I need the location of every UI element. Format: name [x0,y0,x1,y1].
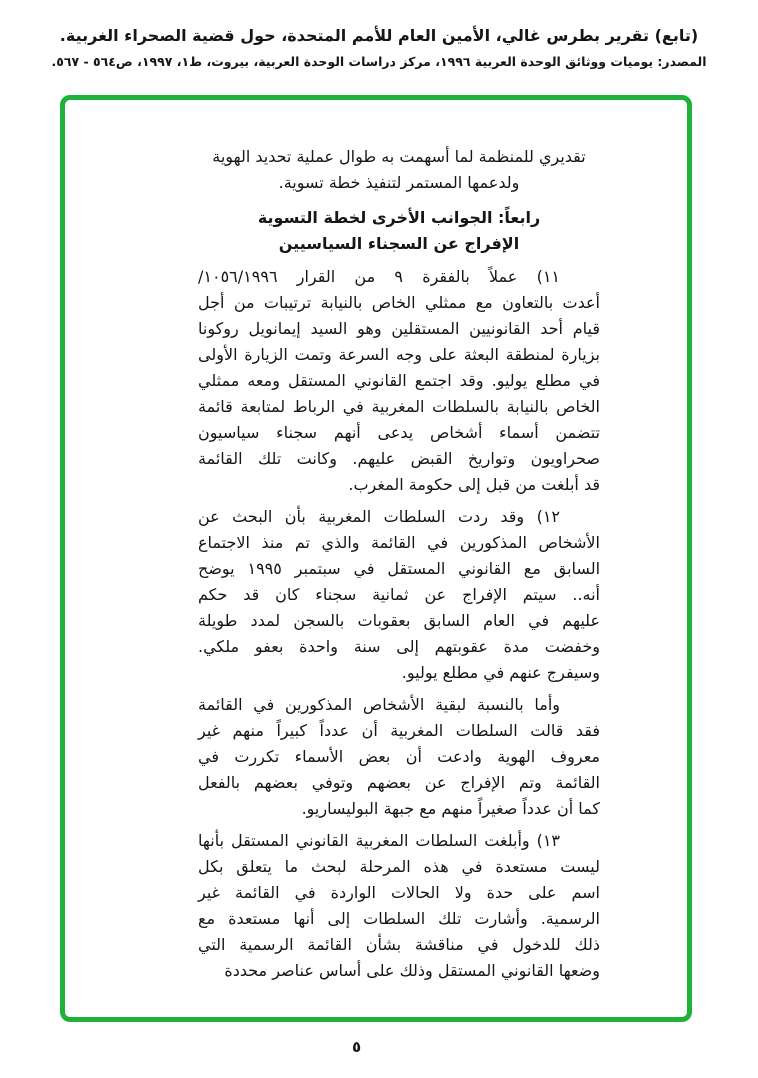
paragraph-line: وخفضت مدة عقوبتهم إلى سنة واحدة بعفو ملكي. [198,637,600,656]
paragraphs [198,264,600,984]
paragraph-line: تتضمن أسماء أشخاص يدعى أنهم سجناء سياسيون [198,423,600,442]
paragraph-line: ١٣) وأبلغت السلطات المغربية القانوني المستقل بأنها [198,831,560,850]
paragraph-line: قد أبلغت من قبل إلى حكومة المغرب. [348,475,600,494]
paragraph-line: ١١) عملاً بالفقرة ٩ من القرار ١٠٥٦/١٩٩٦/ [198,267,561,286]
paragraph-line: معروف الهوية وادعت أن بعض الأسماء تكررت في [198,747,600,766]
paragraph-line: قيام أحد القانونيين المستقلين وهو السيد إيمانويل روكونا [198,319,600,338]
paragraph-line: أعدت بالتعاون مع ممثلي الخاص بالنيابة ترتيبات من أجل [198,293,600,312]
quote-line: ولدعمها المستمر لتنفيذ خطة تسوية. [278,173,520,192]
paragraph-line: الخاص بالنيابة بالسلطات المغربية في الرباط لمتابعة قائمة [198,397,600,416]
page-number: ٥ [352,1038,362,1056]
paragraph-line: أنه.. سيتم الإفراج عن ثمانية سجناء كان قد حكم [198,585,600,604]
section-heading-line: الإفراج عن السجناء السياسيين [278,234,520,253]
paragraph-line: ليست مستعدة في هذه المرحلة لبحث ما يتعلق بكل [198,857,600,876]
paragraph [198,692,600,822]
paragraph-line: وضعها القانوني المستقل وذلك على أساس عناصر محددة [224,961,600,980]
document-body-frame [60,95,692,1022]
document-body [65,100,687,1017]
paragraph-line: صحراويون وتواريخ القبض عليهم. وكانت تلك القائمة [198,449,600,468]
document-source-line: المصدر: يوميات ووثائق الوحدة العربية ١٩٩٦، مركز دراسات الوحدة العربية، بيروت، ط١، ١٩٩٧، ص٥٦٤ - ٥٦٧. [51,54,707,69]
document-title: (تابع) تقرير بطرس غالي، الأمين العام للأمم المتحدة، حول قضية الصحراء الغربية. [59,26,699,45]
paragraph-line: بزيارة لمنطقة البعثة على وجه السرعة وتمت الزيارة الأولى [198,345,600,364]
quote-continuation [198,144,600,196]
section-heading-line: رابعاً: الجوانب الأخرى لخطة التسوية [257,208,541,227]
paragraph [198,504,600,686]
paragraph-line: وسيفرج عنهم في مطلع يوليو. [401,663,600,682]
section-heading [198,205,600,257]
paragraph-line: وأما بالنسبة لبقية الأشخاص المذكورين في القائمة [198,695,560,714]
paragraph-line: القائمة وتم الإفراج عن بعضهم وتوفي بعضهم بالفعل [198,773,600,792]
paragraph [198,264,600,498]
paragraph-line: اسم على حدة ولا الحالات الواردة في القائمة غير [198,883,600,902]
paragraph-line: كما أن عدداً صغيراً منهم مع جبهة البوليساريو. [301,799,600,818]
paragraph-line: فقد قالت السلطات المغربية أن عدداً كبيراً منهم غير [198,721,600,740]
paragraph-line: السابق مع القانوني المستقل في سبتمبر ١٩٩٥ يوضح [198,559,601,578]
paragraph [198,828,600,984]
paragraph-line: ذلك للدخول في مناقشة بشأن القائمة الرسمية التي [198,935,600,954]
paragraph-line: ١٢) وقد ردت السلطات المغربية بأن البحث عن [198,507,560,526]
paragraph-line: الأشخاص المذكورين في القائمة والذي تم منذ الاجتماع [198,533,600,552]
quote-line: تقديري للمنظمة لما أسهمت به طوال عملية تحديد الهوية [212,147,586,166]
paragraph-line: في مطلع يوليو. وقد اجتمع القانوني المستقل ومعه ممثلي [198,371,600,390]
paragraph-line: عليهم في العام السابق بعقوبات بالسجن لمدد طويلة [198,611,600,630]
paragraph-line: الرسمية. وأشارت تلك السلطات إلى أنها مستعدة مع [198,909,600,928]
